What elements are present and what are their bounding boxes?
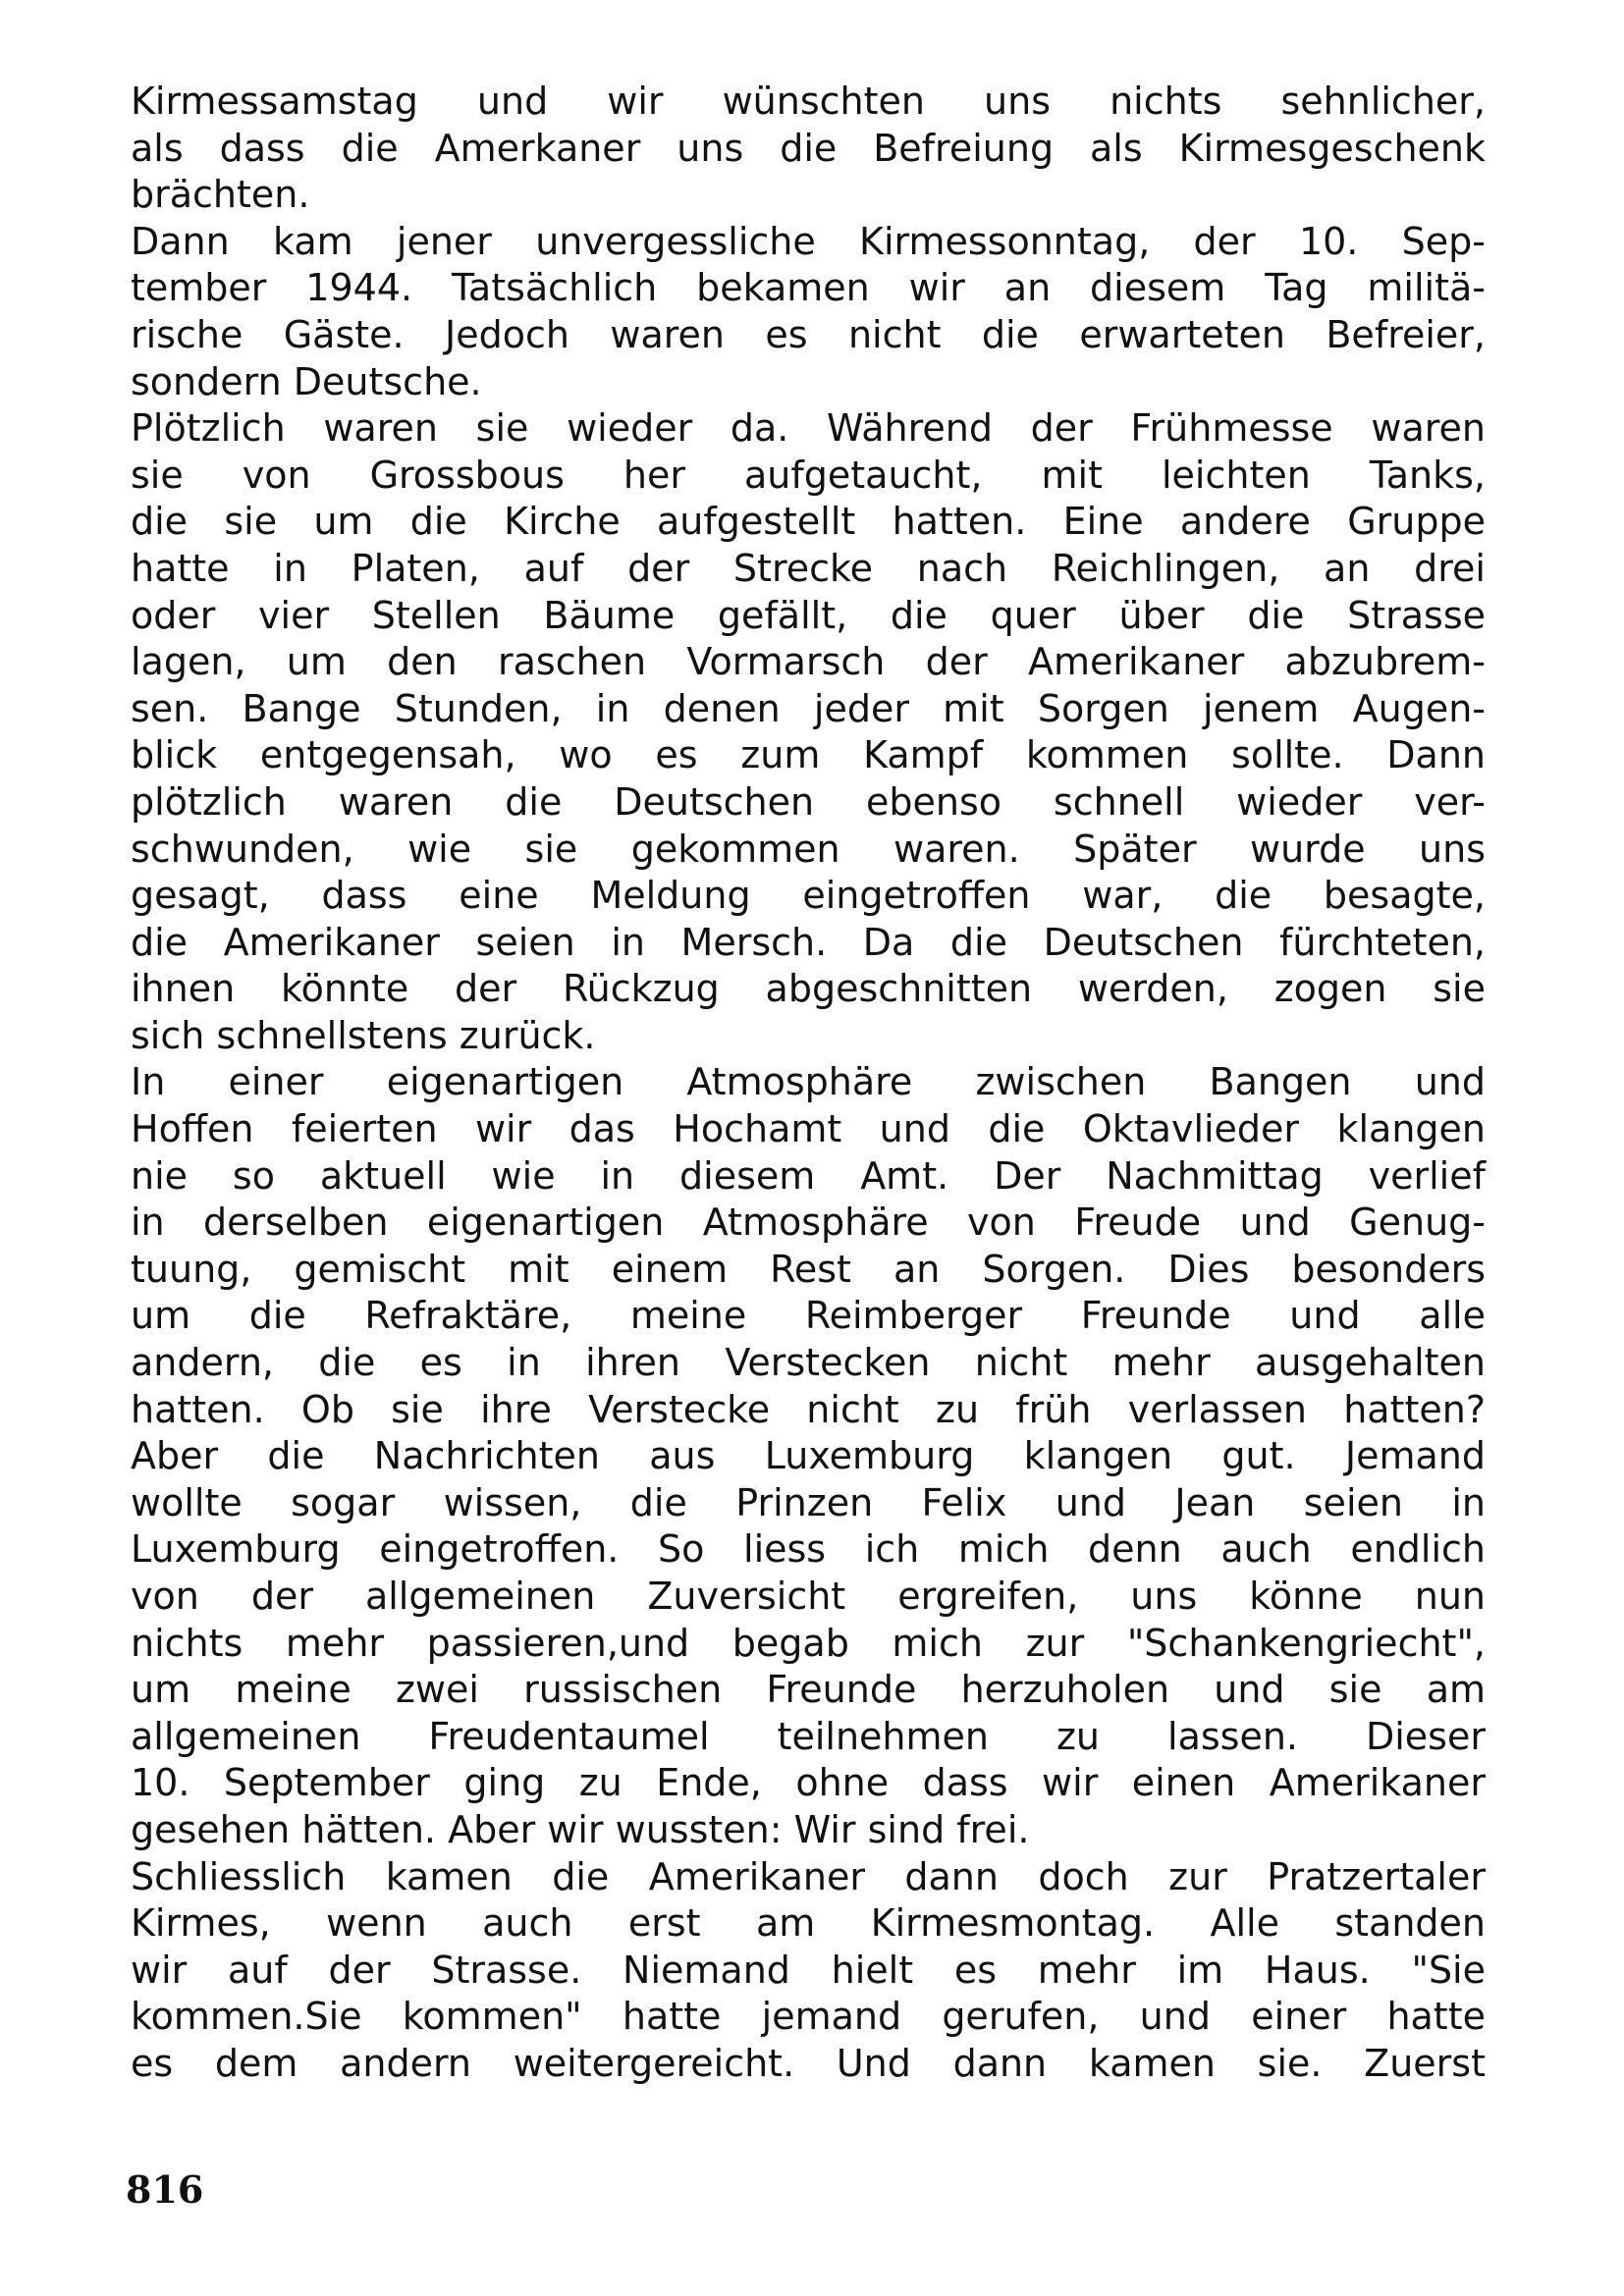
text-line: gesehen hätten. Aber wir wussten: Wir sind frei. [131,1807,1030,1851]
text-line: um die Refraktäre, meine Reimberger Freunde und alle [131,1294,1486,1338]
text-line: Schliesslich kamen die Amerikaner dann doch zur Pratzertaler [131,1854,1486,1898]
body-text [131,79,1486,2088]
text-line: hatte in Platen, auf der Strecke nach Reichlingen, an drei [131,546,1486,590]
text-line: als dass die Amerkaner uns die Befreiung als Kirmesgeschenk [131,126,1486,170]
text-line: Dann kam jener unvergessliche Kirmessonntag, der 10. Sep- [131,219,1486,263]
text-line: tuung, gemischt mit einem Rest an Sorgen. Dies besonders [131,1247,1486,1291]
text-line: von der allgemeinen Zuversicht ergreifen, uns könne nun [131,1575,1486,1618]
text-line: Plötzlich waren sie wieder da. Während der Frühmesse waren [131,406,1486,451]
text-line: sen. Bange Stunden, in denen jeder mit Sorgen jenem Augen- [131,686,1486,730]
text-line: Hoffen feierten wir das Hochamt und die Oktavlieder klangen [131,1107,1486,1151]
text-line: kommen.Sie kommen" hatte jemand gerufen, und einer hatte [131,1995,1486,2039]
text-line: wir auf der Strasse. Niemand hielt es mehr im Haus. "Sie [131,1948,1486,1992]
text-line: schwunden, wie sie gekommen waren. Später wurde uns [131,827,1486,871]
text-line: In einer eigenartigen Atmosphäre zwischen Bangen und [131,1060,1486,1104]
text-line: sie von Grossbous her aufgetaucht, mit leichten Tanks, [131,453,1486,497]
text-line: es dem andern weitergereicht. Und dann kamen sie. Zuerst [131,2041,1486,2085]
text-line: hatten. Ob sie ihre Verstecke nicht zu früh verlassen hatten? [131,1387,1486,1431]
text-line: nie so aktuell wie in diesem Amt. Der Nachmittag verlief [131,1153,1486,1198]
text-line: wollte sogar wissen, die Prinzen Felix und Jean seien in [131,1480,1486,1524]
text-line: brächten. [131,173,310,217]
text-line: allgemeinen Freudentaumel teilnehmen zu lassen. Dieser [131,1714,1486,1758]
text-line: die Amerikaner seien in Mersch. Da die Deutschen fürchteten, [131,920,1486,964]
page-number: 816 [126,2167,204,2212]
text-line: 10. September ging zu Ende, ohne dass wir einen Amerikaner [131,1761,1486,1805]
text-line: Kirmessamstag und wir wünschten uns nichts sehnlicher, [131,80,1486,123]
text-line: sondern Deutsche. [131,359,482,403]
text-line: andern, die es in ihren Verstecken nicht mehr ausgehalten [131,1341,1486,1385]
text-line: lagen, um den raschen Vormarsch der Amerikaner abzubrem- [131,640,1486,684]
text-line: plötzlich waren die Deutschen ebenso schnell wieder ver- [131,779,1486,824]
text-line: nichts mehr passieren,und begab mich zur "Schankengriecht", [131,1621,1486,1665]
text-line: ihnen könnte der Rückzug abgeschnitten werden, zogen sie [131,967,1486,1011]
text-line: um meine zwei russischen Freunde herzuholen und sie am [131,1668,1486,1712]
text-line: blick entgegensah, wo es zum Kampf kommen sollte. Dann [131,733,1486,777]
text-line: Aber die Nachrichten aus Luxemburg klangen gut. Jemand [131,1434,1486,1478]
text-line: tember 1944. Tatsächlich bekamen wir an diesem Tag militä- [131,266,1486,310]
text-line: Kirmes, wenn auch erst am Kirmesmontag. Alle standen [131,1901,1486,1946]
text-line: gesagt, dass eine Meldung eingetroffen war, die besagte, [131,874,1486,918]
text-line: rische Gäste. Jedoch waren es nicht die erwarteten Befreier, [131,312,1486,356]
text-line: Luxemburg eingetroffen. So liess ich mich denn auch endlich [131,1527,1486,1572]
text-line: sich schnellstens zurück. [131,1013,596,1057]
text-line: in derselben eigenartigen Atmosphäre von Freude und Genug- [131,1201,1486,1245]
text-line: oder vier Stellen Bäume gefällt, die quer über die Strasse [131,593,1486,637]
text-line: die sie um die Kirche aufgestellt hatten. Eine andere Gruppe [131,500,1486,544]
